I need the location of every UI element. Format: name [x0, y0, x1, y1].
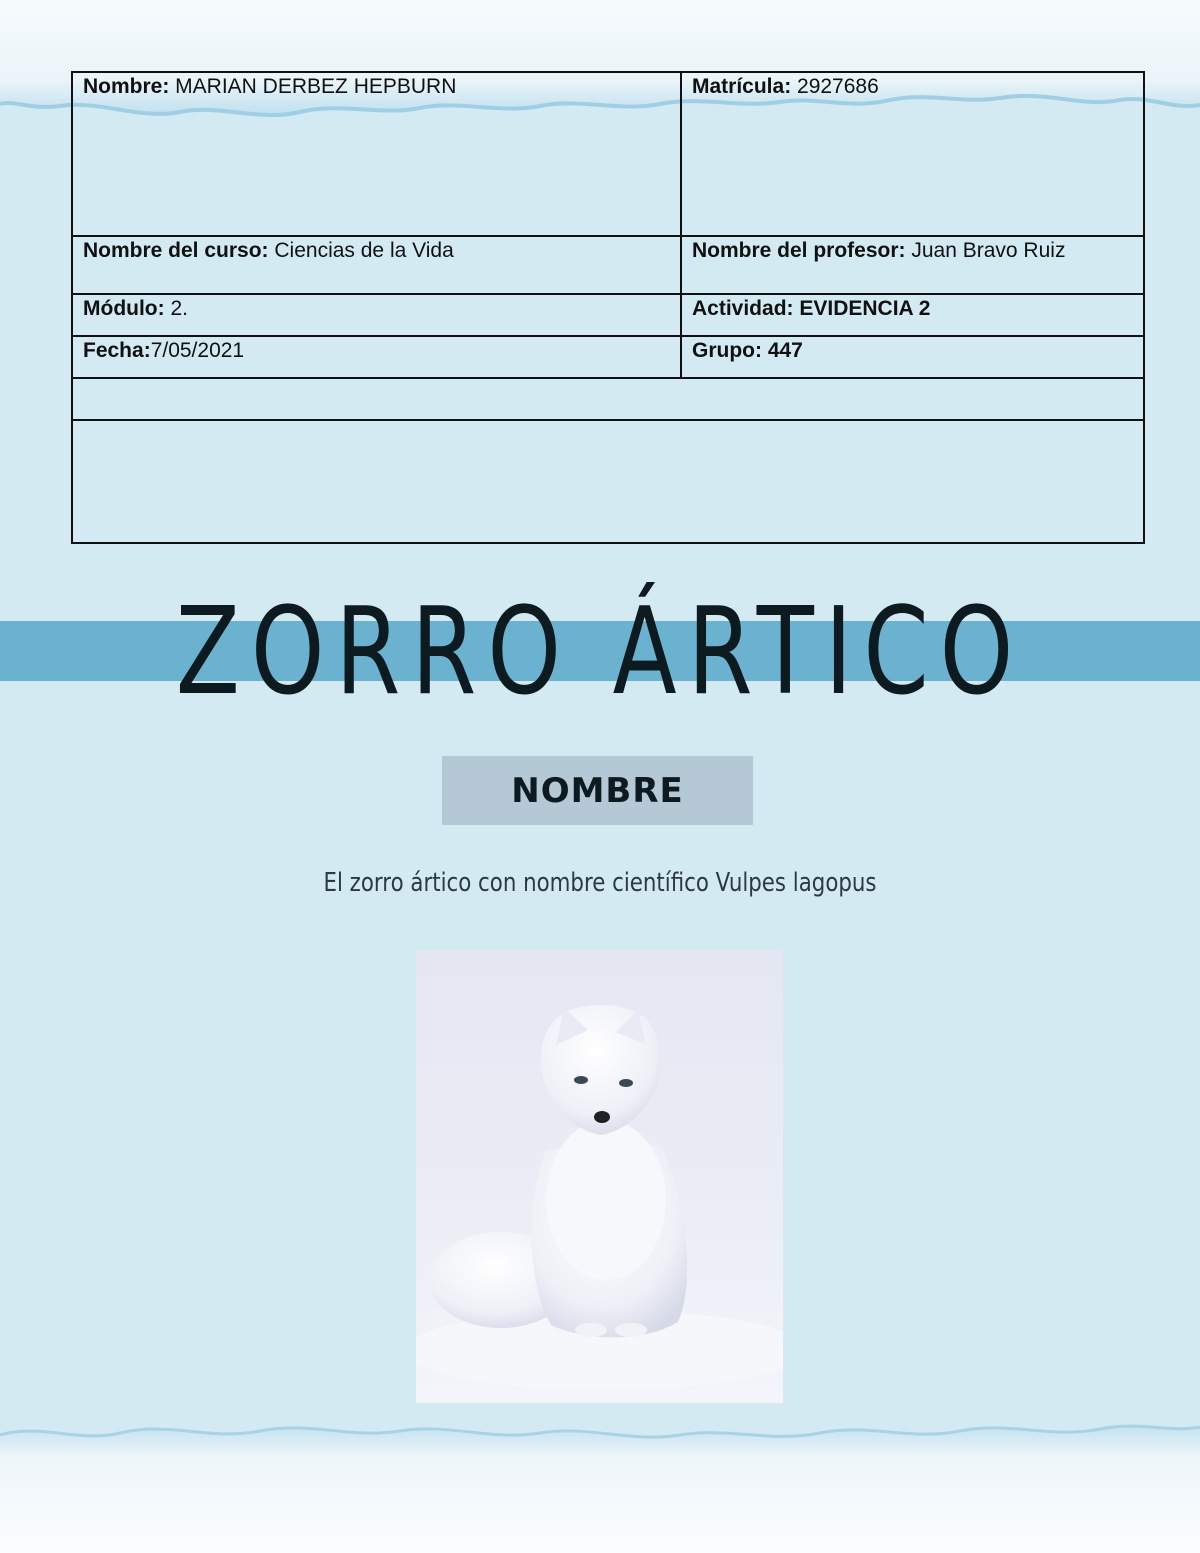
name-cell	[72, 72, 681, 236]
nombre-value: MARIAN DERBEZ HEPBURN	[169, 75, 457, 98]
actividad-label: Actividad: EVIDENCIA 2	[692, 297, 931, 320]
modulo-cell	[72, 294, 681, 336]
curso-label: Nombre del curso:	[83, 239, 269, 262]
snow-bottom-border	[0, 1413, 1200, 1553]
modulo-label: Módulo:	[83, 297, 165, 320]
modulo-value: 2.	[164, 297, 188, 320]
name-box: NOMBRE	[442, 756, 753, 825]
empty-large-row	[72, 420, 1144, 543]
student-info-table	[71, 71, 1145, 544]
fecha-label: Fecha:	[83, 339, 151, 362]
grupo-cell	[681, 336, 1144, 378]
arctic-fox-photo	[416, 950, 783, 1403]
grupo-label: Grupo: 447	[692, 339, 803, 362]
profesor-label: Nombre del profesor:	[692, 239, 906, 262]
nombre-label: Nombre:	[83, 75, 170, 98]
fecha-value: 7/05/2021	[150, 339, 245, 362]
empty-row	[72, 378, 1144, 420]
matricula-value: 2927686	[791, 75, 879, 98]
actividad-cell	[681, 294, 1144, 336]
profesor-value: Juan Bravo Ruiz	[905, 239, 1066, 262]
curso-cell	[72, 236, 681, 294]
profesor-cell	[681, 236, 1144, 294]
matricula-cell	[681, 72, 1144, 236]
fecha-cell	[72, 336, 681, 378]
page-title: ZORRO ÁRTICO	[175, 583, 1025, 722]
curso-value: Ciencias de la Vida	[268, 239, 454, 262]
scientific-name-text: El zorro ártico con nombre científico Vulpes lagopus	[323, 868, 877, 898]
matricula-label: Matrícula:	[692, 75, 792, 98]
